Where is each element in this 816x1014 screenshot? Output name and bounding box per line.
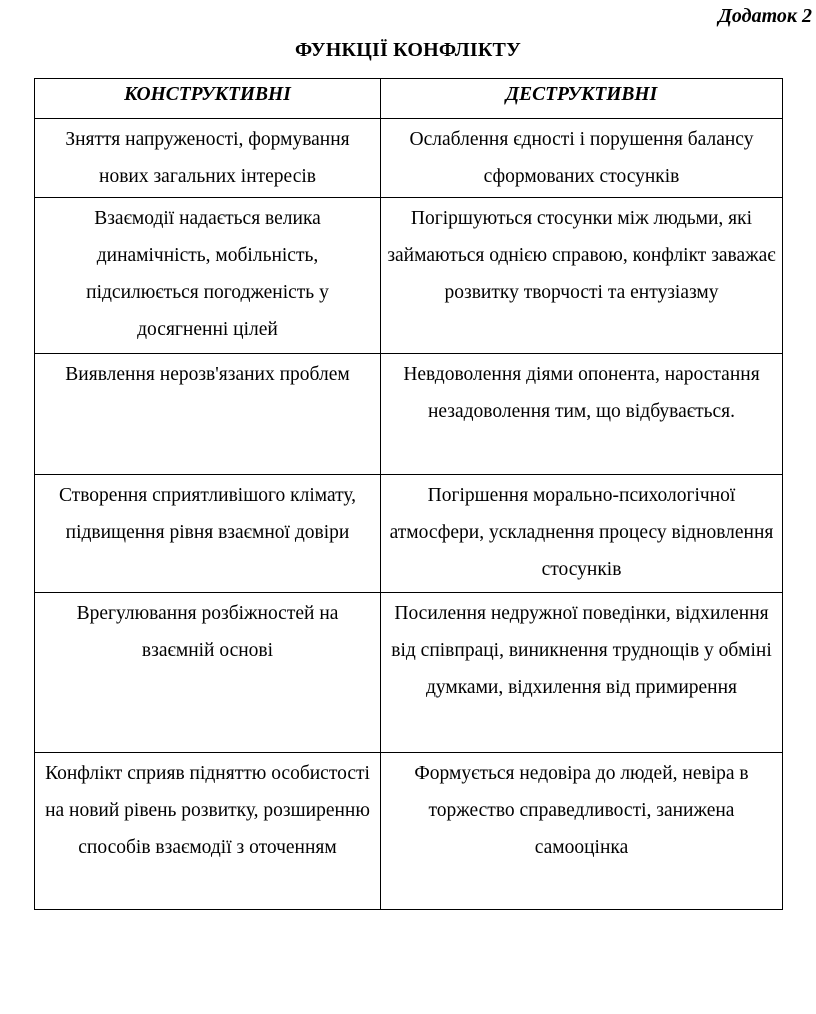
column-header-destructive: ДЕСТРУКТИВНІ	[381, 79, 783, 119]
destructive-cell: Ослаблення єдності і порушення балансу сформованих стосунків	[381, 119, 783, 198]
destructive-cell: Невдоволення діями опонента, наростання незадоволення тим, що відбувається.	[381, 354, 783, 475]
constructive-cell: Зняття напруженості, формування нових загальних інтересів	[35, 119, 381, 198]
table-header-row	[35, 79, 783, 119]
constructive-cell: Виявлення нерозв'язаних проблем	[35, 354, 381, 475]
page-title: ФУНКЦІЇ КОНФЛІКТУ	[295, 39, 521, 61]
constructive-cell: Створення сприятливішого клімату, підвищення рівня взаємної довіри	[35, 475, 381, 593]
destructive-cell: Посилення недружної поведінки, відхилення від співпраці, виникнення труднощів у обміні думками, відхилення від примирення	[381, 593, 783, 753]
table-row	[35, 753, 783, 910]
constructive-cell: Врегулювання розбіжностей на взаємній основі	[35, 593, 381, 753]
table-row	[35, 119, 783, 198]
constructive-cell: Конфлікт сприяв підняттю особистості на новий рівень розвитку, розширенню способів взаємодії з оточенням	[35, 753, 381, 910]
destructive-cell: Формується недовіра до людей, невіра в торжество справедливості, занижена самооцінка	[381, 753, 783, 910]
appendix-label: Додаток 2	[718, 5, 812, 27]
table-row	[35, 198, 783, 354]
column-header-constructive: КОНСТРУКТИВНІ	[35, 79, 381, 119]
destructive-cell: Погіршення морально-психологічної атмосфери, ускладнення процесу відновлення стосунків	[381, 475, 783, 593]
table-row	[35, 593, 783, 753]
table-row	[35, 354, 783, 475]
destructive-cell: Погіршуються стосунки між людьми, які займаються однією справою, конфлікт заважає розвитку творчості та ентузіазму	[381, 198, 783, 354]
constructive-cell: Взаємодії надається велика динамічність, мобільність, підсилюється погодженість у досягненні цілей	[35, 198, 381, 354]
conflict-functions-table	[34, 78, 783, 910]
table-row	[35, 475, 783, 593]
